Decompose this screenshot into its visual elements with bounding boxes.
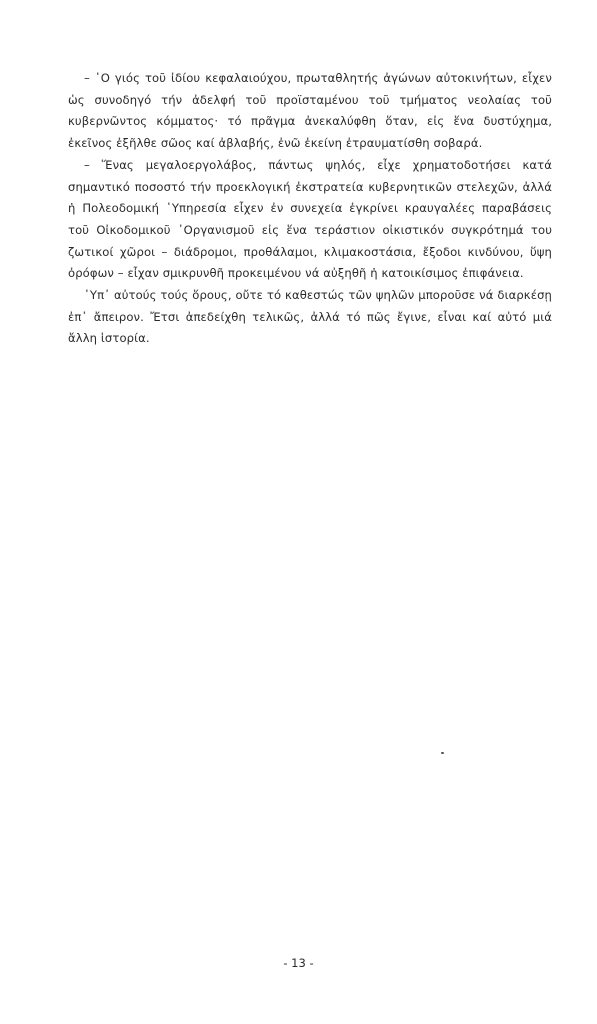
paragraph-1: – ῾Ο γιός τοῦ ἰδίου κεφαλαιούχου, πρωταθλητής ἀγώνων αὐτοκινήτων, εἶχεν ὡς συνοδηγό τήν ἀδελφή τοῦ προϊσταμένου τοῦ τμήματος νεολαίας τοῦ κυβερνῶντος κόμματος· τό πρᾶγμα ἀνεκαλύφθη ὅταν, εἰς ἕνα δυστύχημα, ἐκεῖνος ἐξῆλθε σῶος καί ἀβλαβής, ἐνῶ ἐκείνη ἐτραυματίσθη σοβαρά. <box>68 71 552 151</box>
page-number: - 13 - <box>283 956 314 970</box>
body-text <box>68 68 552 350</box>
paragraph-2: – Ἕνας μεγαλοεργολάβος, πάντως ψηλός, εἶχε χρηματοδοτήσει κατά σημαντικό ποσοστό τήν προεκλογική ἐκστρατεία κυβερνητικῶν στελεχῶν, ἀλλά ἡ Πολεοδομική ῾Υπηρεσία εἶχεν ἐν συνεχεία ἐγκρίνει κραυγαλέες παραβάσεις τοῦ Οἰκοδομικοῦ ᾿Οργανισμοῦ εἰς ἕνα τεράστιον οἰκιστικόν συγκρότημά του ζωτικοί χῶροι – διάδρομοι, προθάλαμοι, κλιμακοστάσια, ἔξοδοι κινδύνου, ὕψη ὀρόφων – εἶχαν σμικρυνθῆ προκειμένου νά αὐξηθῆ ἡ κατοικίσιμος ἐπιφάνεια. <box>68 157 552 281</box>
scan-speck <box>441 752 444 754</box>
paragraph-3: ῾Υπ᾿ αὐτούς τούς ὅρους, οὔτε τό καθεστώς τῶν ψηλῶν μποροῦσε νά διαρκέσῃ ἐπ᾿ ἄπειρον. Ἔτσι ἀπεδείχθη τελικῶς, ἀλλά τό πῶς ἔγινε, εἶναι καί αὐτό μιά ἄλλη ἱστορία. <box>68 288 552 346</box>
